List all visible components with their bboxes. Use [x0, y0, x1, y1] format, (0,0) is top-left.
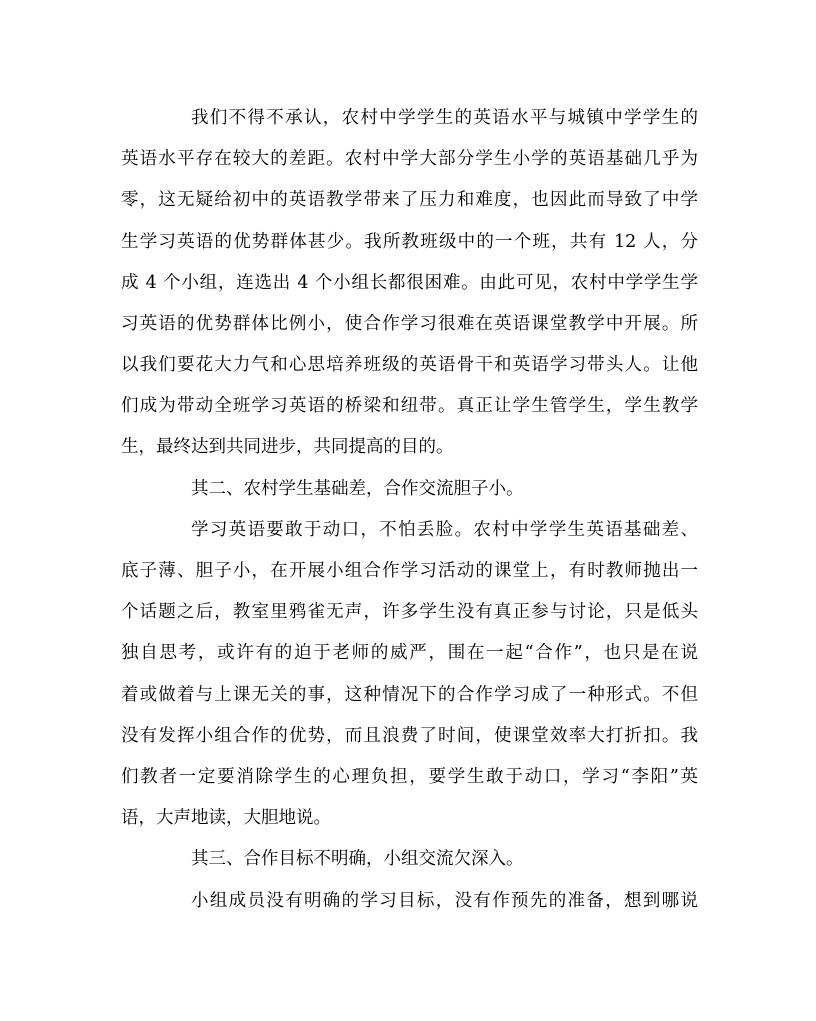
text-line: 我们不得不承认，农村中学学生的英语水平与城镇中学学生的: [191, 108, 698, 128]
heading-text: 其二、农村学生基础差，合作交流胆子小。: [191, 479, 524, 499]
paragraph-2-line-6: [0, 718, 816, 754]
paragraph-2-line-3: [0, 594, 816, 630]
section-heading-3: [0, 841, 816, 877]
text-line: 习英语的优势群体比例小，使合作学习很难在英语课堂教学中开展。所: [121, 314, 698, 334]
paragraph-1-line-1: [0, 100, 816, 136]
text-line: 小组成员没有明确的学习目标，没有作预先的准备，想到哪说: [191, 891, 698, 911]
paragraph-2-line-2: [0, 553, 816, 589]
paragraph-2-line-8: [0, 800, 816, 836]
heading-text: 其三、合作目标不明确，小组交流欠深入。: [191, 849, 524, 869]
text-line: 个话题之后，教室里鸦雀无声，许多学生没有真正参与讨论，只是低头: [121, 602, 698, 622]
paragraph-1-line-3: [0, 182, 816, 218]
text-line: 们教者一定要消除学生的心理负担，要学生敢于动口，学习“李阳”英: [121, 767, 698, 787]
text-line: 语，大声地读，大胆地说。: [121, 808, 331, 828]
paragraph-2-line-7: [0, 759, 816, 795]
text-line: 没有发挥小组合作的优势，而且浪费了时间，使课堂效率大打折扣。我: [121, 726, 698, 746]
paragraph-1-line-5: [0, 265, 816, 301]
text-line: 着或做着与上课无关的事，这种情况下的合作学习成了一种形式。不但: [121, 685, 698, 705]
text-line: 生，最终达到共同进步，共同提高的目的。: [121, 437, 454, 457]
paragraph-1-line-2: [0, 141, 816, 177]
paragraph-1-line-8: [0, 388, 816, 424]
paragraph-1-line-4: [0, 224, 816, 260]
text-line: 生学习英语的优势群体甚少。我所教班级中的一个班，共有 12 人，分: [121, 232, 698, 252]
text-line: 底子薄、胆子小，在开展小组合作学习活动的课堂上，有时教师抛出一: [121, 561, 698, 581]
paragraph-2-line-1: [0, 512, 816, 548]
text-line: 学习英语要敢于动口，不怕丢脸。农村中学学生英语基础差、: [191, 520, 698, 540]
text-line: 们成为带动全班学习英语的桥梁和纽带。真正让学生管学生，学生教学: [121, 396, 698, 416]
paragraph-1-line-9: [0, 429, 816, 465]
section-heading-2: [0, 471, 816, 507]
text-line: 英语水平存在较大的差距。农村中学大部分学生小学的英语基础几乎为: [121, 149, 698, 169]
text-line: 成 4 个小组，连选出 4 个小组长都很困难。由此可见，农村中学学生学: [121, 273, 698, 293]
paragraph-2-line-4: [0, 635, 816, 671]
text-line: 独自思考，或许有的迫于老师的威严，围在一起“合作”，也只是在说: [121, 643, 698, 663]
paragraph-2-line-5: [0, 677, 816, 713]
text-line: 零，这无疑给初中的英语教学带来了压力和难度，也因此而导致了中学: [121, 190, 698, 210]
paragraph-1-line-7: [0, 347, 816, 383]
paragraph-3-line-1: [0, 883, 816, 919]
paragraph-1-line-6: [0, 306, 816, 342]
text-line: 以我们要花大力气和心思培养班级的英语骨干和英语学习带头人。让他: [121, 355, 698, 375]
